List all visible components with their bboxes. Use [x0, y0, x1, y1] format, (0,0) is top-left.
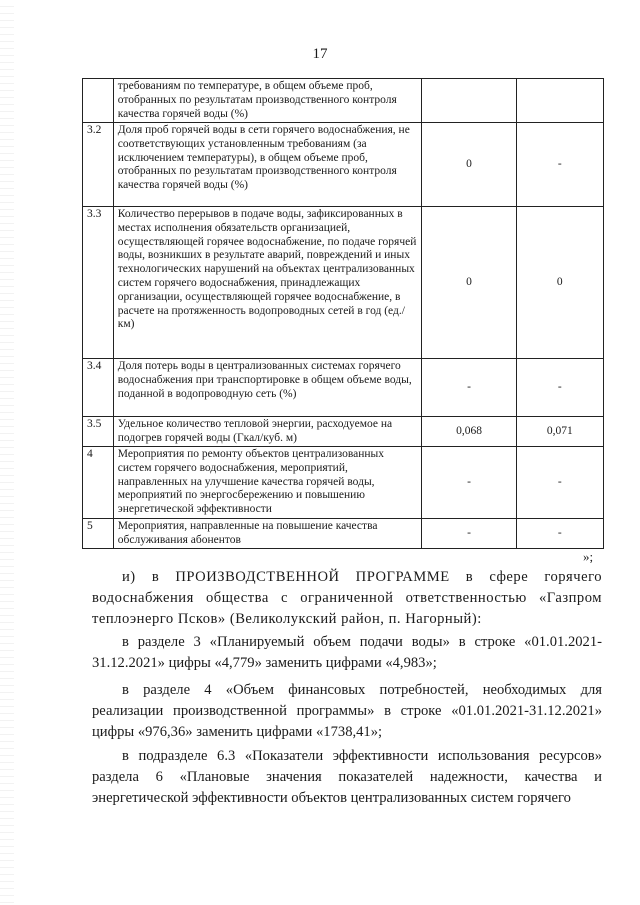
- paragraph-subsection-6-3: в подразделе 6.3 «Показатели эффективности использования ресурсов» раздела 6 «Плановые значения показателей надежности, качества и энергетической эффективности объектов централизованных систем горячего: [92, 748, 602, 806]
- table-row: [83, 417, 604, 447]
- table-row: [83, 207, 604, 359]
- row-value-2: -: [516, 123, 603, 207]
- row-description: Доля проб горячей воды в сети горячего водоснабжения, не соответствующих установленным требованиям (за исключением температуры), в общем объеме проб, отобранных по результатам производственного контроля качества горячей воды (%): [113, 123, 422, 207]
- paragraph-section-4: в разделе 4 «Объем финансовых потребностей, необходимых для реализации производственной программы» в строке «01.01.2021-31.12.2021» цифры «976,36» заменить цифрами «1738,41»;: [92, 682, 602, 740]
- row-value-1: [422, 79, 516, 123]
- table-row: [83, 519, 604, 549]
- row-value-2: [516, 79, 603, 123]
- row-value-2: -: [516, 359, 603, 417]
- row-description: Мероприятия, направленные на повышение качества обслуживания абонентов: [113, 519, 422, 549]
- paragraph-program-header: и) в ПРОИЗВОДСТВЕННОЙ ПРОГРАММЕ в сфере горячего водоснабжения общества с ограниченной ответственностью «Газпром теплоэнерго Псков» (Великолукский район, п. Нагорный):: [92, 569, 602, 627]
- row-value-2: 0,071: [516, 417, 603, 447]
- table-row: [83, 447, 604, 519]
- row-value-1: -: [422, 519, 516, 549]
- paragraph-section-3: в разделе 3 «Планируемый объем подачи воды» в строке «01.01.2021-31.12.2021» цифры «4,779» заменить цифрами «4,983»;: [92, 634, 602, 671]
- table-row: [83, 79, 604, 123]
- row-number: 3.3: [83, 207, 114, 359]
- table-row: [83, 123, 604, 207]
- table-row: [83, 359, 604, 417]
- row-number: 5: [83, 519, 114, 549]
- table-closing-quote: »;: [583, 549, 594, 564]
- row-value-1: 0,068: [422, 417, 516, 447]
- row-number: 3.4: [83, 359, 114, 417]
- row-value-2: -: [516, 447, 603, 519]
- indicators-table: [82, 78, 604, 549]
- scan-left-edge: [0, 0, 14, 905]
- row-value-2: 0: [516, 207, 603, 359]
- row-description: Удельное количество тепловой энергии, расходуемое на подогрев горячей воды (Гкал/куб. м): [113, 417, 422, 447]
- row-value-2: -: [516, 519, 603, 549]
- row-value-1: -: [422, 359, 516, 417]
- row-number: 3.5: [83, 417, 114, 447]
- row-value-1: 0: [422, 123, 516, 207]
- row-description: Мероприятия по ремонту объектов централизованных систем горячего водоснабжения, мероприятий, направленных на улучшение качества горячей воды, мероприятий по энергосбережению и повышению энергетической эффективности: [113, 447, 422, 519]
- row-number: 3.2: [83, 123, 114, 207]
- row-description: Количество перерывов в подаче воды, зафиксированных в местах исполнения обязательств организацией, осуществляющей горячее водоснабжение, по подаче горячей воды, возникших в результате аварий, повреждений и иных технологических нарушений на объектах централизованных систем горячего водоснабжения, принадлежащих организации, осуществляющей горячее водоснабжение, в расчете на протяженность водопроводных сетей в год (ед./км): [113, 207, 422, 359]
- row-value-1: 0: [422, 207, 516, 359]
- row-description: Доля потерь воды в централизованных системах горячего водоснабжения при транспортировке в общем объеме воды, поданной в водопроводную сеть (%): [113, 359, 422, 417]
- page-number: 17: [312, 46, 328, 62]
- row-number: 4: [83, 447, 114, 519]
- row-description: требованиям по температуре, в общем объеме проб, отобранных по результатам производственного контроля качества горячей воды (%): [113, 79, 422, 123]
- row-number: [83, 79, 114, 123]
- row-value-1: -: [422, 447, 516, 519]
